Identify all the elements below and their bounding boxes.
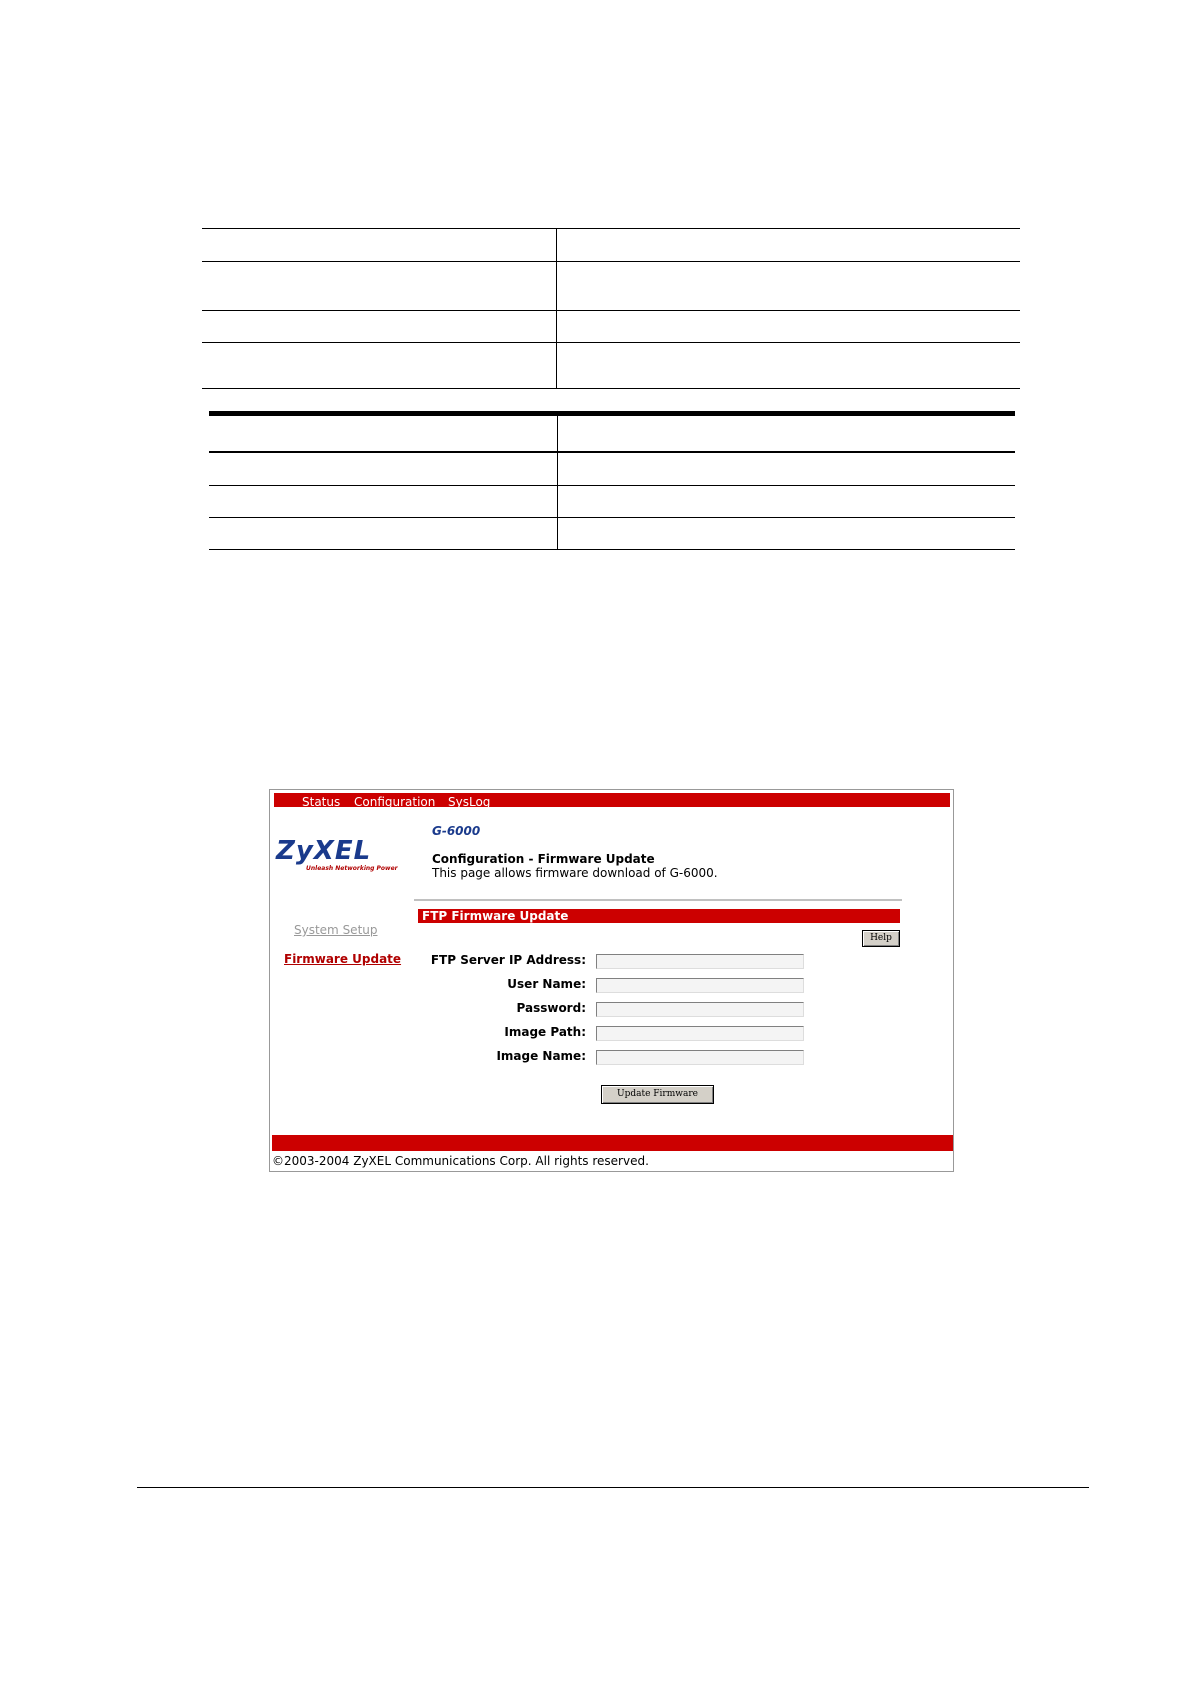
zyxel-logo: ZyXEL	[276, 836, 372, 866]
section-header-bar	[418, 909, 900, 923]
update-firmware-button[interactable]: Update Firmware	[601, 1085, 714, 1104]
image-path-input[interactable]	[596, 1026, 804, 1041]
header-divider	[414, 899, 902, 901]
ftp-server-ip-input[interactable]	[596, 954, 804, 969]
image-name-label: Image Name:	[496, 1049, 586, 1063]
sidebar-item-system-setup[interactable]: System Setup	[294, 923, 378, 937]
sidebar-item-firmware-update[interactable]: Firmware Update	[284, 952, 402, 966]
page-title: Configuration - Firmware Update	[432, 852, 655, 866]
help-button[interactable]: Help	[862, 930, 900, 947]
page-footer-rule	[137, 1487, 1089, 1488]
top-nav-bar	[274, 793, 950, 807]
copyright-text: ©2003-2004 ZyXEL Communications Corp. All rights reserved.	[272, 1154, 649, 1168]
logo-tagline: Unleash Networking Power	[306, 865, 398, 872]
image-name-input[interactable]	[596, 1050, 804, 1065]
footer-bar	[272, 1135, 953, 1151]
nav-status-link[interactable]: Status	[302, 795, 341, 809]
firmware-update-screenshot	[269, 789, 954, 1172]
nav-syslog-link[interactable]: SysLog	[448, 795, 491, 809]
section-title: FTP Firmware Update	[422, 909, 569, 923]
page-description: This page allows firmware download of G-6000.	[432, 866, 718, 880]
password-input[interactable]	[596, 1002, 804, 1017]
device-model: G-6000	[432, 824, 481, 838]
image-path-label: Image Path:	[504, 1025, 586, 1039]
user-name-input[interactable]	[596, 978, 804, 993]
password-label: Password:	[516, 1001, 586, 1015]
nav-configuration-link[interactable]: Configuration	[354, 795, 436, 809]
user-name-label: User Name:	[507, 977, 586, 991]
ftp-server-ip-label: FTP Server IP Address:	[430, 953, 586, 967]
